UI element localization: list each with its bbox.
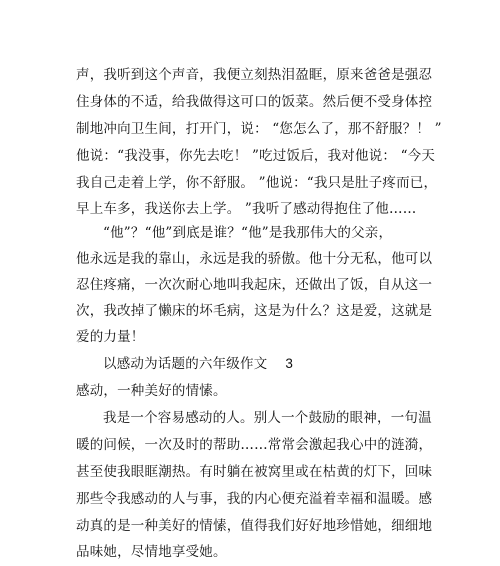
text-line: 爱的力量！ [76,329,145,345]
text-line: 次，我改掉了懒床的坏毛病，这是为什么？这是爱，这就是 [76,303,433,319]
section-heading-number: 3 [285,356,294,371]
text-line: 品味她，尽情地享受她。 [76,544,227,560]
text-line: 暖的问候，一次及时的帮助……常常会激起我心中的涟漪， [76,437,433,453]
text-line: 他说：“我没事，你先去吃！ ”吃过饭后，我对他说： “今天 [76,148,436,164]
text-line: 那些令我感动的人与事，我的内心便充溢着幸福和温暖。感 [76,491,433,507]
text-line: 声，我听到这个声音，我便立刻热泪盈眶，原来爸爸是强忍 [76,67,433,83]
text-line: 甚至使我眼眶潮热。有时躺在被窝里或在枯黄的灯下，回味 [76,464,433,480]
text-line: 制地冲向卫生间，打开门，说： “您怎么了，那不舒服？！ ” [76,121,442,137]
text-line: 忍住疼痛，一次次耐心地叫我起床，还做出了饭，自从这一 [76,277,433,293]
section-heading [103,355,293,373]
text-line: 住身体的不适，给我做得这可口的饭菜。然后便不受身体控 [76,94,433,110]
text-line: 我是一个容易感动的人。别人一个鼓励的眼神，一句温 [103,410,432,426]
text-line: 我自己走着上学，你不舒服。 ”他说：“我只是肚子疼而已， [76,175,438,191]
text-line: 动真的是一种美好的情愫，值得我们好好地珍惜她，细细地 [76,518,433,534]
section-heading-title: 以感动为话题的六年级作文 [103,356,268,372]
text-line: 他永远是我的靠山，永远是我的骄傲。他十分无私，他可以 [76,251,433,267]
text-line: 感动，一种美好的情愫。 [76,383,227,399]
text-line: “他”？“他”到底是谁？“他”是我那伟大的父亲， [103,225,393,241]
text-line: 早上车多，我送你去上学。 ”我听了感动得抱住了他…… [76,201,417,217]
